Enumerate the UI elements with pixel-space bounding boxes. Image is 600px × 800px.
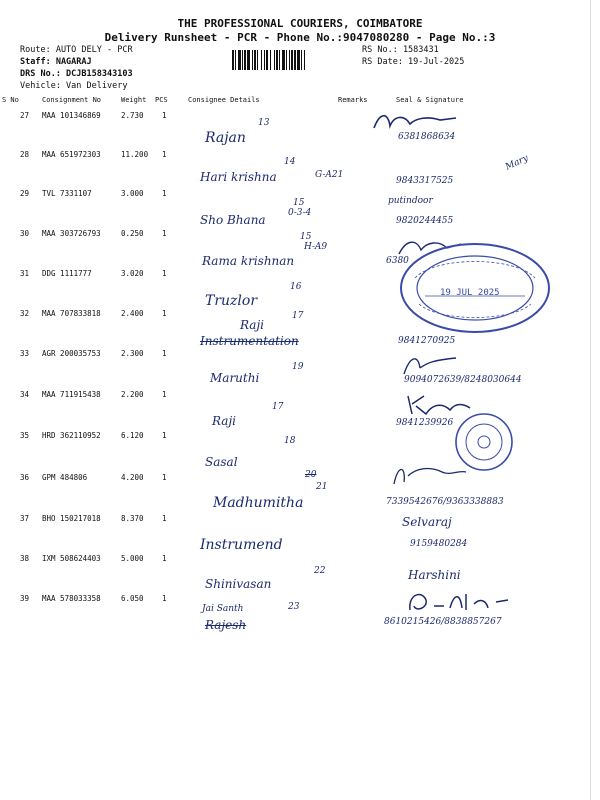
handwritten-name: Rajan	[205, 130, 246, 146]
row-consignment: MAA 651972303	[42, 150, 101, 159]
row-sno: 39	[20, 594, 30, 603]
handwritten-signature: Selvaraj	[402, 515, 452, 529]
row-weight: 6.120	[121, 431, 144, 440]
staff-label: Staff: NAGARAJ	[20, 57, 92, 67]
row-weight: 4.200	[121, 473, 144, 482]
rs-date: RS Date: 19-Jul-2025	[362, 57, 465, 67]
rs-number: RS No.: 1583431	[362, 45, 439, 55]
handwritten-number: 22	[314, 566, 326, 576]
handwritten-phone: 9841270925	[398, 336, 456, 346]
handwritten-number: 14	[284, 157, 296, 167]
handwritten-struck-number: 20	[305, 470, 317, 480]
handwritten-name: Raji	[240, 318, 265, 332]
handwritten-phone: 9843317525	[396, 176, 454, 186]
row-consignment: GPM 484806	[42, 473, 88, 482]
row-pcs: 1	[162, 229, 167, 238]
col-pcs: PCS	[155, 96, 168, 104]
drs-label: DRS No.: DCJB158343103	[20, 69, 133, 79]
row-consignment: MAA 101346869	[42, 111, 101, 120]
handwritten-name: Sho Bhana	[200, 213, 266, 227]
row-pcs: 1	[162, 431, 167, 440]
row-weight: 3.020	[121, 269, 144, 278]
signature-icon	[404, 588, 514, 616]
handwritten-phone: 7339542676/9363338883	[386, 497, 504, 507]
row-weight: 6.050	[121, 594, 144, 603]
row-pcs: 1	[162, 349, 167, 358]
table-row	[0, 514, 600, 528]
handwritten-number: 17	[292, 311, 304, 321]
handwritten-number: 16	[290, 282, 302, 292]
row-sno: 37	[20, 514, 30, 523]
handwritten-number: 15	[300, 232, 312, 242]
row-weight: 2.400	[121, 309, 144, 318]
col-consignment: Consignment No	[42, 96, 102, 104]
row-pcs: 1	[162, 150, 167, 159]
handwritten-name: Hari krishna	[200, 170, 277, 184]
handwritten-number: 13	[258, 118, 270, 128]
row-sno: 28	[20, 150, 30, 159]
handwritten-name: Jai Santh	[202, 604, 244, 614]
row-pcs: 1	[162, 514, 167, 523]
handwritten-tag: G-A21	[315, 170, 344, 180]
handwritten-tag: H-A9	[304, 242, 328, 252]
handwritten-phone: 6381868634	[398, 132, 456, 142]
handwritten-phone: 8610215426/8838857267	[384, 617, 502, 627]
col-consignee: Consignee Details	[188, 96, 260, 104]
handwritten-phone: 9094072639/8248030644	[404, 375, 522, 385]
row-sno: 35	[20, 431, 30, 440]
handwritten-name: Madhumitha	[213, 495, 304, 511]
row-weight: 3.000	[121, 189, 144, 198]
row-sno: 33	[20, 349, 30, 358]
row-weight: 2.200	[121, 390, 144, 399]
row-sno: 27	[20, 111, 30, 120]
row-weight: 8.370	[121, 514, 144, 523]
row-sno: 32	[20, 309, 30, 318]
col-seal: Seal & Signature	[396, 96, 464, 104]
row-pcs: 1	[162, 554, 167, 563]
table-row	[0, 473, 600, 487]
signature-icon	[400, 352, 460, 378]
table-row	[0, 349, 600, 363]
handwritten-remark: putindoor	[388, 196, 433, 206]
row-pcs: 1	[162, 594, 167, 603]
handwritten-name: Raji	[212, 414, 237, 428]
row-sno: 31	[20, 269, 30, 278]
row-weight: 2.300	[121, 349, 144, 358]
col-remarks: Remarks	[338, 96, 368, 104]
handwritten-name: Maruthi	[210, 371, 260, 385]
handwritten-number: 21	[316, 482, 328, 492]
handwritten-number: 18	[284, 436, 296, 446]
stamp-date: 19 JUL 2025	[440, 288, 500, 298]
handwritten-number: 17	[272, 402, 284, 412]
seal-icon	[452, 410, 516, 474]
handwritten-phone: 6380	[386, 256, 409, 266]
handwritten-phone: 9841239926	[396, 418, 454, 428]
handwritten-name: Truzlor	[205, 293, 258, 309]
row-consignment: MAA 707833818	[42, 309, 101, 318]
table-row	[0, 554, 600, 568]
handwritten-struck-name: Rajesh	[205, 618, 247, 632]
barcode-icon	[232, 50, 352, 70]
row-pcs: 1	[162, 111, 167, 120]
handwritten-number: 23	[288, 602, 300, 612]
row-pcs: 1	[162, 390, 167, 399]
row-pcs: 1	[162, 473, 167, 482]
row-consignment: MAA 711915438	[42, 390, 101, 399]
row-consignment: TVL 7331107	[42, 189, 92, 198]
handwritten-tag: 0-3-4	[288, 208, 312, 218]
company-title: THE PROFESSIONAL COURIERS, COIMBATORE	[177, 17, 423, 30]
table-row	[0, 390, 600, 404]
row-sno: 38	[20, 554, 30, 563]
handwritten-signature: Harshini	[408, 568, 461, 582]
handwritten-name: Sasal	[205, 455, 238, 469]
row-sno: 34	[20, 390, 30, 399]
signature-icon	[370, 108, 460, 136]
page-edge	[590, 0, 591, 800]
row-weight: 5.000	[121, 554, 144, 563]
row-weight: 11.200	[121, 150, 149, 159]
runsheet-subtitle: Delivery Runsheet - PCR - Phone No.:9047080280 - Page No.:3	[104, 31, 496, 44]
handwritten-number: 15	[293, 198, 305, 208]
table-row	[0, 111, 600, 125]
row-pcs: 1	[162, 269, 167, 278]
handwritten-struck-name: Instrumentation	[200, 334, 299, 348]
vehicle-label: Vehicle: Van Delivery	[20, 81, 128, 91]
handwritten-name: Rama krishnan	[202, 254, 295, 268]
handwritten-phone: 9159480284	[410, 539, 468, 549]
row-consignment: MAA 578033358	[42, 594, 101, 603]
row-weight: 2.730	[121, 111, 144, 120]
row-consignment: BHO 150217018	[42, 514, 101, 523]
handwritten-phone: 9820244455	[396, 216, 454, 226]
row-consignment: DDG 1111777	[42, 269, 92, 278]
handwritten-number: 19	[292, 362, 304, 372]
route-label: Route: AUTO DELY - PCR	[20, 45, 133, 55]
row-consignment: AGR 200035753	[42, 349, 101, 358]
handwritten-signature: Mary	[504, 153, 530, 173]
row-pcs: 1	[162, 309, 167, 318]
row-pcs: 1	[162, 189, 167, 198]
row-sno: 36	[20, 473, 30, 482]
row-weight: 0.250	[121, 229, 144, 238]
handwritten-name: Instrumend	[200, 537, 283, 553]
row-consignment: IXM 508624403	[42, 554, 101, 563]
col-sno: S No	[2, 96, 19, 104]
row-consignment: HRD 362110952	[42, 431, 101, 440]
row-sno: 29	[20, 189, 30, 198]
row-sno: 30	[20, 229, 30, 238]
row-consignment: MAA 303726793	[42, 229, 101, 238]
handwritten-name: Shinivasan	[205, 577, 272, 591]
col-weight: Weight	[121, 96, 147, 104]
barcode-bar	[305, 50, 306, 70]
